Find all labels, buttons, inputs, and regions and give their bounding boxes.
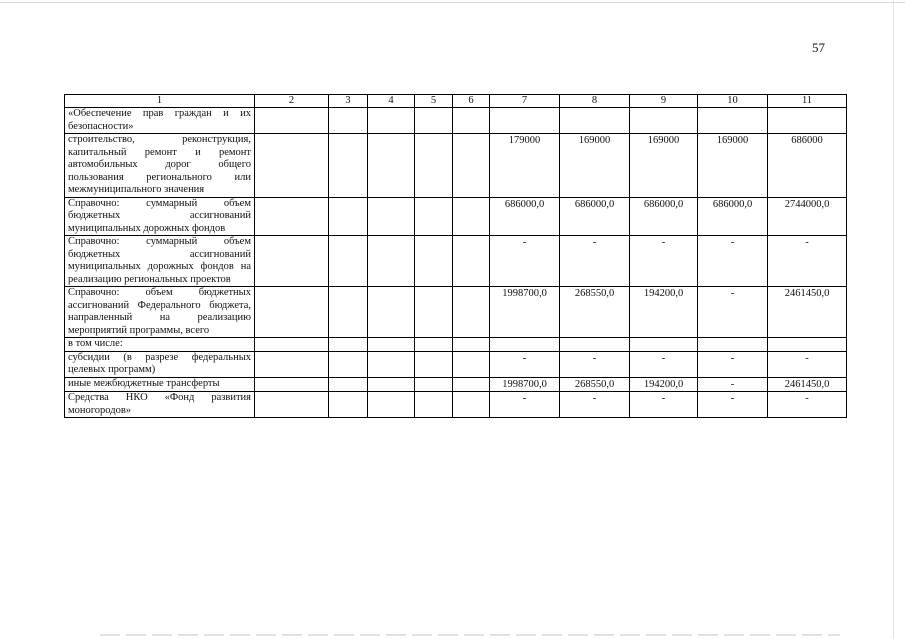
value-cell: 686000	[768, 134, 847, 198]
table-header-row	[65, 95, 847, 108]
value-cell	[255, 338, 329, 352]
value-cell	[415, 392, 453, 418]
table-row	[65, 287, 847, 338]
value-cell: -	[698, 377, 768, 392]
row-label-cell: Справочно: суммарный объем бюджетных ассигнований муниципальных дорожных фондов	[65, 197, 255, 236]
value-cell	[368, 134, 415, 198]
header-cell: 9	[630, 95, 698, 108]
value-cell	[698, 338, 768, 352]
value-cell: 169000	[630, 134, 698, 198]
value-cell	[368, 108, 415, 134]
table-row	[65, 338, 847, 352]
value-cell	[490, 338, 560, 352]
header-cell: 8	[560, 95, 630, 108]
value-cell	[453, 377, 490, 392]
row-label-cell: в том числе:	[65, 338, 255, 352]
value-cell	[329, 377, 368, 392]
value-cell: 686000,0	[698, 197, 768, 236]
value-cell	[368, 236, 415, 287]
header-cell: 4	[368, 95, 415, 108]
value-cell	[255, 108, 329, 134]
value-cell	[453, 108, 490, 134]
table-row	[65, 197, 847, 236]
value-cell: -	[630, 392, 698, 418]
value-cell	[368, 197, 415, 236]
value-cell: 268550,0	[560, 287, 630, 338]
value-cell	[255, 392, 329, 418]
value-cell: -	[698, 236, 768, 287]
value-cell	[368, 287, 415, 338]
header-cell: 3	[329, 95, 368, 108]
value-cell	[368, 392, 415, 418]
value-cell: -	[560, 392, 630, 418]
value-cell	[329, 197, 368, 236]
value-cell	[329, 392, 368, 418]
scan-bottom-edge	[100, 634, 840, 636]
value-cell	[255, 236, 329, 287]
value-cell: 194200,0	[630, 287, 698, 338]
value-cell	[453, 134, 490, 198]
value-cell: -	[490, 236, 560, 287]
value-cell: 686000,0	[490, 197, 560, 236]
value-cell	[329, 338, 368, 352]
value-cell	[453, 197, 490, 236]
value-cell	[415, 338, 453, 352]
value-cell	[453, 236, 490, 287]
table-body	[65, 108, 847, 418]
value-cell	[490, 108, 560, 134]
table-row	[65, 377, 847, 392]
header-cell: 11	[768, 95, 847, 108]
scan-top-edge	[0, 2, 905, 3]
value-cell: -	[768, 351, 847, 377]
table-row	[65, 392, 847, 418]
value-cell: -	[698, 351, 768, 377]
value-cell: -	[560, 236, 630, 287]
header-cell: 2	[255, 95, 329, 108]
value-cell	[768, 338, 847, 352]
value-cell: -	[630, 351, 698, 377]
value-cell: -	[768, 392, 847, 418]
value-cell: -	[698, 287, 768, 338]
row-label-cell: «Обеспечение прав граждан и их безопасности»	[65, 108, 255, 134]
value-cell	[415, 134, 453, 198]
value-cell	[560, 338, 630, 352]
value-cell: 1998700,0	[490, 377, 560, 392]
value-cell	[415, 287, 453, 338]
value-cell	[255, 377, 329, 392]
value-cell	[255, 287, 329, 338]
value-cell	[415, 377, 453, 392]
value-cell	[329, 236, 368, 287]
value-cell	[255, 351, 329, 377]
value-cell	[329, 287, 368, 338]
budget-table	[64, 94, 847, 418]
page-number: 57	[812, 40, 825, 55]
header-cell: 10	[698, 95, 768, 108]
value-cell: 686000,0	[560, 197, 630, 236]
row-label-cell: строительство, реконструкция, капитальный ремонт и ремонт автомобильных дорог общего пользования регионального или межмуниципального значения	[65, 134, 255, 198]
value-cell: -	[490, 392, 560, 418]
header-cell: 6	[453, 95, 490, 108]
row-label-cell: иные межбюджетные трансферты	[65, 377, 255, 392]
value-cell: 686000,0	[630, 197, 698, 236]
value-cell	[329, 108, 368, 134]
value-cell	[329, 351, 368, 377]
value-cell: -	[630, 236, 698, 287]
header-cell: 5	[415, 95, 453, 108]
value-cell	[368, 351, 415, 377]
value-cell: 1998700,0	[490, 287, 560, 338]
table-row	[65, 108, 847, 134]
value-cell: 2461450,0	[768, 377, 847, 392]
value-cell	[368, 377, 415, 392]
table-row	[65, 134, 847, 198]
value-cell	[453, 351, 490, 377]
value-cell	[415, 236, 453, 287]
row-label-cell: субсидии (в разрезе федеральных целевых программ)	[65, 351, 255, 377]
value-cell: 2461450,0	[768, 287, 847, 338]
value-cell: -	[560, 351, 630, 377]
value-cell: 2744000,0	[768, 197, 847, 236]
value-cell: 268550,0	[560, 377, 630, 392]
value-cell	[630, 108, 698, 134]
header-cell: 7	[490, 95, 560, 108]
value-cell	[453, 287, 490, 338]
value-cell	[630, 338, 698, 352]
row-label-cell: Справочно: объем бюджетных ассигнований Федерального бюджета, направленный на реализацию мероприятий программы, всего	[65, 287, 255, 338]
value-cell	[453, 338, 490, 352]
value-cell	[255, 134, 329, 198]
value-cell	[768, 108, 847, 134]
table-row	[65, 236, 847, 287]
scan-right-edge	[893, 0, 894, 639]
value-cell	[698, 108, 768, 134]
value-cell: 169000	[698, 134, 768, 198]
value-cell	[453, 392, 490, 418]
value-cell: -	[698, 392, 768, 418]
value-cell	[415, 108, 453, 134]
value-cell: 169000	[560, 134, 630, 198]
value-cell	[415, 197, 453, 236]
row-label-cell: Средства НКО «Фонд развития моногородов»	[65, 392, 255, 418]
header-cell: 1	[65, 95, 255, 108]
value-cell: -	[490, 351, 560, 377]
value-cell: 194200,0	[630, 377, 698, 392]
value-cell: 179000	[490, 134, 560, 198]
row-label-cell: Справочно: суммарный объем бюджетных ассигнований муниципальных дорожных фондов на реализацию региональных проектов	[65, 236, 255, 287]
value-cell	[255, 197, 329, 236]
table-row	[65, 351, 847, 377]
value-cell	[560, 108, 630, 134]
value-cell	[415, 351, 453, 377]
value-cell	[329, 134, 368, 198]
value-cell	[368, 338, 415, 352]
value-cell: -	[768, 236, 847, 287]
